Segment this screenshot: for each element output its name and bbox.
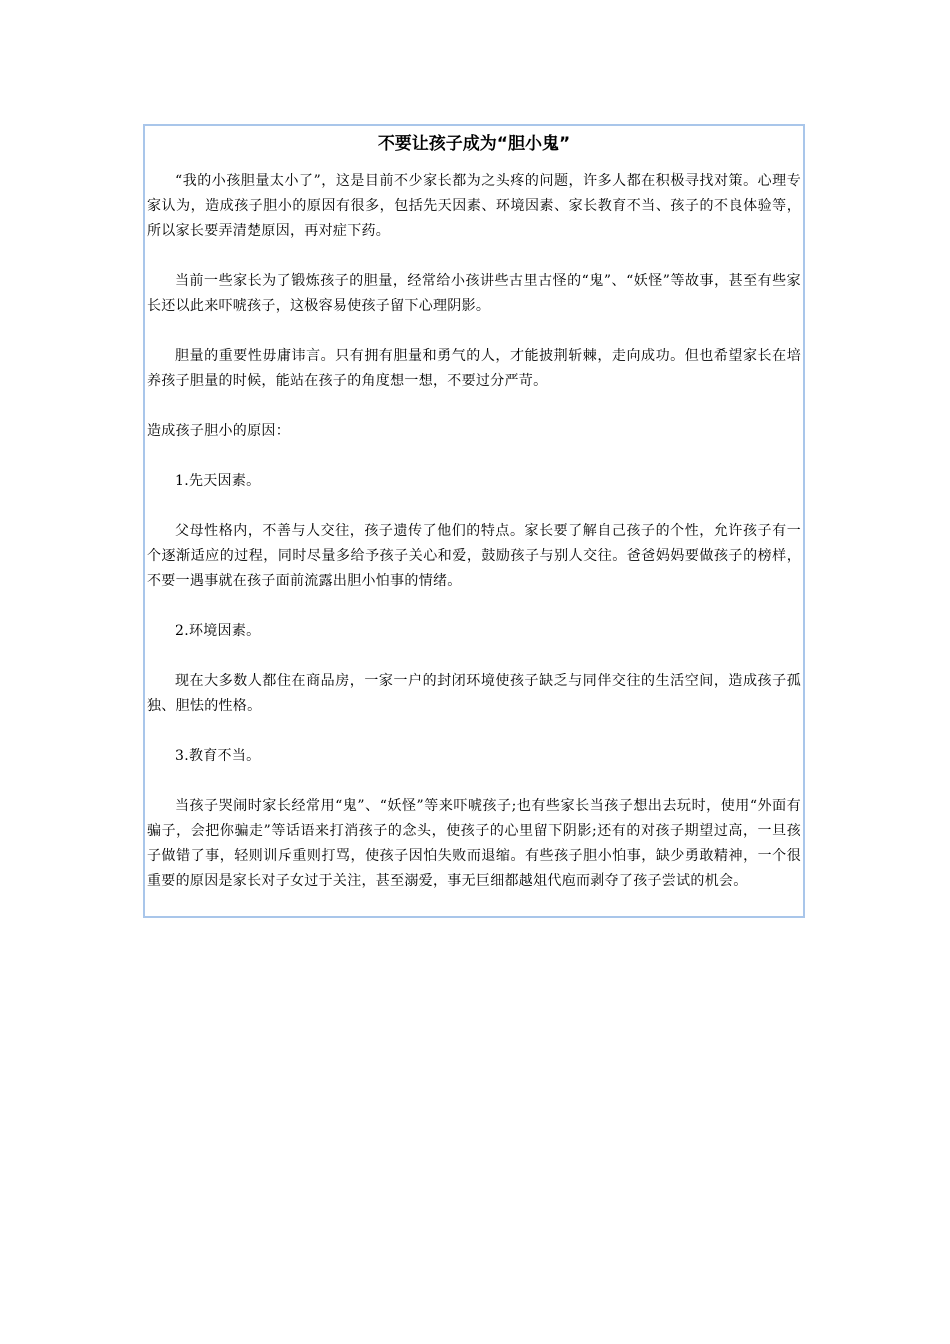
section-heading-causes: 造成孩子胆小的原因： bbox=[147, 423, 290, 439]
paragraph-scary-stories: 当前一些家长为了锻炼孩子的胆量，经常给小孩讲些古里古怪的“鬼”、“妖怪”等故事，甚至有些家长还以此来吓唬孩子，这极容易使孩子留下心理阴影。 bbox=[147, 273, 801, 314]
paragraph-innate-factors: 父母性格内，不善与人交往，孩子遗传了他们的特点。家长要了解自己孩子的个性，允许孩子有一个逐渐适应的过程，同时尽量多给予孩子关心和爱，鼓励孩子与别人交往。爸爸妈妈要做孩子的榜样，不要一遇事就在孩子面前流露出胆小怕事的情绪。 bbox=[147, 523, 801, 589]
paragraph-improper-education: 当孩子哭闹时家长经常用“鬼”、“妖怪”等来吓唬孩子;也有些家长当孩子想出去玩时，使用“外面有骗子，会把你骗走”等话语来打消孩子的念头，使孩子的心里留下阴影;还有的对孩子期望过高，一旦孩子做错了事，轻则训斥重则打骂，使孩子因怕失败而退缩。有些孩子胆小怕事，缺少勇敢精神，一个很重要的原因是家长对子女过于关注，甚至溺爱，事无巨细都越俎代庖而剥夺了孩子尝试的机会。 bbox=[147, 798, 801, 889]
paragraph-courage-importance: 胆量的重要性毋庸讳言。只有拥有胆量和勇气的人，才能披荆斩棘，走向成功。但也希望家长在培养孩子胆量的时候，能站在孩子的角度想一想，不要过分严苛。 bbox=[147, 348, 801, 389]
article-frame bbox=[143, 124, 805, 918]
list-item-heading-2: 2.环境因素。 bbox=[175, 623, 261, 639]
article-title: 不要让孩子成为“胆小鬼” bbox=[377, 134, 571, 154]
paragraph-environment-factors: 现在大多数人都住在商品房，一家一户的封闭环境使孩子缺乏与同伴交往的生活空间，造成孩子孤独、胆怯的性格。 bbox=[147, 673, 801, 714]
paragraph-intro: “我的小孩胆量太小了”，这是目前不少家长都为之头疼的问题，许多人都在积极寻找对策。心理专家认为，造成孩子胆小的原因有很多，包括先天因素、环境因素、家长教育不当、孩子的不良体验等，所以家长要弄清楚原因，再对症下药。 bbox=[147, 173, 801, 239]
list-item-heading-1: 1.先天因素。 bbox=[175, 473, 261, 489]
list-item-heading-3: 3.教育不当。 bbox=[175, 748, 261, 764]
article-body bbox=[145, 156, 803, 894]
